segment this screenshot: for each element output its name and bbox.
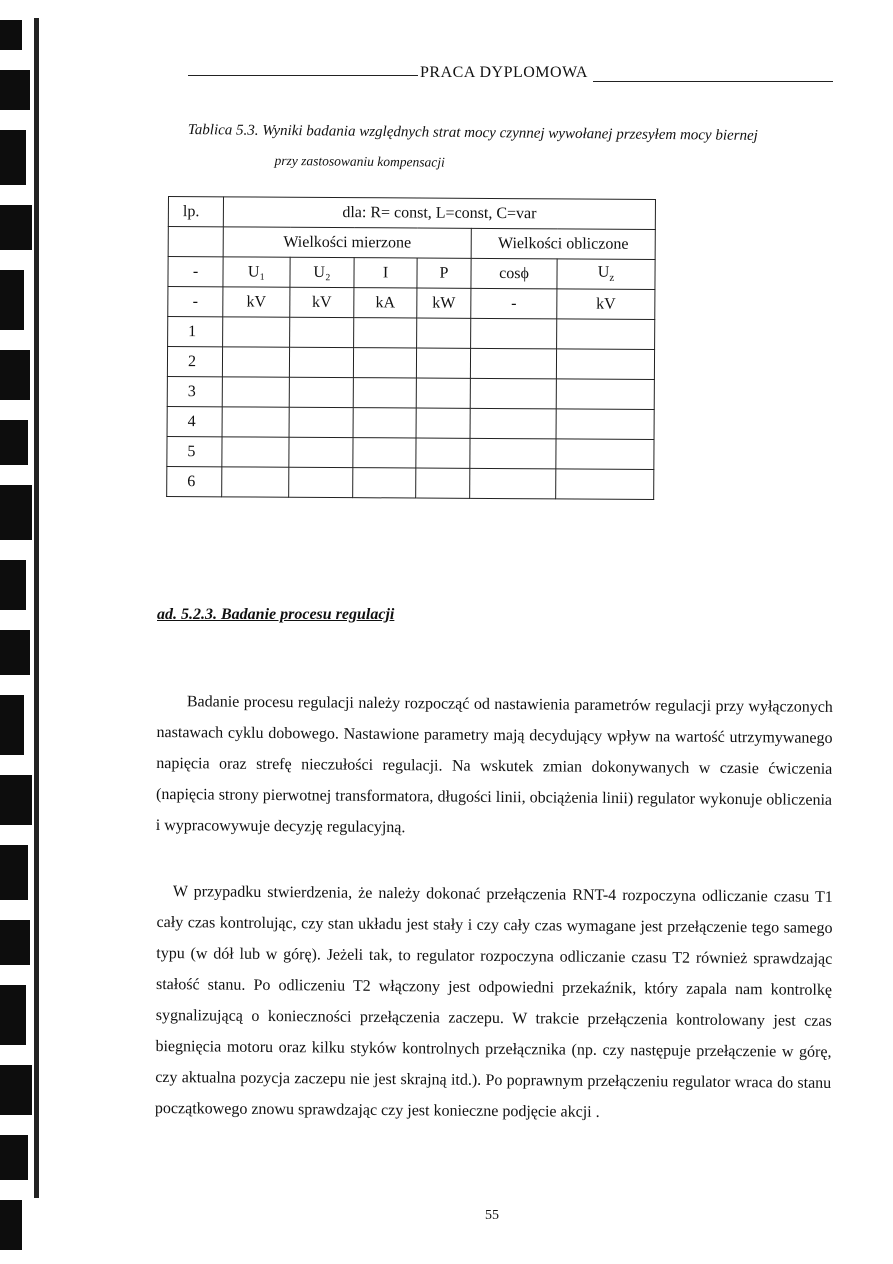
unit-cell: - — [471, 288, 557, 319]
binding-mark — [0, 70, 30, 110]
table-row-groups — [168, 227, 655, 260]
unit-cell: kW — [417, 288, 471, 318]
table-row — [167, 406, 654, 439]
row-number: 6 — [167, 466, 222, 496]
binding-mark — [0, 270, 24, 330]
page-header — [188, 64, 834, 84]
table-cell — [222, 467, 289, 497]
table-cell — [168, 227, 223, 257]
table-cell — [470, 468, 556, 499]
binding-mark — [0, 130, 26, 185]
table-cell — [556, 379, 654, 410]
header-rule-left — [188, 75, 418, 76]
table-cell — [557, 319, 655, 350]
table-cell — [289, 437, 353, 467]
caption-line-1: Tablica 5.3. Wyniki badania względnych strat mocy czynnej wywołanej przesyłem mocy biernej — [187, 121, 758, 144]
table-cell — [416, 438, 470, 468]
table-cell — [353, 348, 416, 378]
binding-mark — [0, 985, 26, 1045]
binding-mark — [0, 420, 28, 465]
row-number: 5 — [167, 436, 222, 466]
paragraph-2: W przypadku stwierdzenia, że należy dokonać przełączenia RNT-4 rozpoczyna odliczanie czasu T1 cały czas kontrolując, czy stan układu jest stały i czy cały czas wymagane jest przełączenie tego samego typu (w dół lub w górę). Jeżeli tak, to regulator rozpoczyna odliczanie czasu T2 również sprawdzając stałość stanu. Po odliczeniu T2 włączony jest odpowiedni przekaźnik, który zapala nam kontrolkę sygnalizującą o konieczności przełączenia zaczepu. W trakcie przełączenia kontrolowany jest czas biegnięcia motoru oraz kilku styków kontrolnych przełącznika (np. czy następuje przełączenie w górę, czy aktualna pozycja zaczepu nie jest skrajną itd.). Po poprawnym przełączeniu regulator wraca do stanu początkowego znowu sprawdzając czy jest konieczne podjęcie akcji . — [154, 883, 833, 1121]
symbol-cell: - — [168, 257, 223, 287]
table-cell — [289, 467, 353, 497]
binding-mark — [0, 920, 30, 965]
symbol-cell: U₁ — [223, 257, 290, 287]
row-number: 4 — [167, 406, 222, 436]
table-row-symbols — [168, 257, 655, 290]
binding-mark — [0, 1135, 28, 1180]
table-row — [167, 347, 654, 380]
table-cell — [289, 377, 353, 407]
table-cell — [222, 437, 289, 467]
row-number: 1 — [168, 317, 223, 347]
table-cell — [470, 378, 556, 409]
row-number: 3 — [167, 376, 222, 406]
table-cell — [470, 408, 556, 439]
unit-cell: kV — [223, 287, 290, 317]
symbol-subscript: z — [609, 272, 615, 285]
table-cell — [289, 347, 353, 377]
binding-mark — [0, 1065, 32, 1115]
table-cell — [416, 408, 470, 438]
binding-mark — [0, 205, 32, 250]
table-cell — [223, 317, 290, 347]
table-row — [167, 436, 654, 469]
table-cell — [417, 318, 471, 348]
binding-spine — [34, 18, 39, 1198]
group-calculated-cell: Wielkości obliczone — [471, 228, 655, 259]
table-row — [168, 317, 655, 350]
table-cell — [556, 409, 654, 440]
binding-mark — [0, 485, 32, 540]
symbol-cell: P — [417, 258, 471, 288]
conditions-cell: dla: R= const, L=const, C=var — [223, 197, 655, 230]
results-table — [166, 196, 656, 500]
header-rule-right — [593, 81, 833, 82]
unit-cell: - — [168, 287, 223, 317]
table-row-conditions — [168, 197, 655, 230]
table-cell — [471, 318, 557, 349]
group-measured-cell: Wielkości mierzone — [223, 227, 471, 259]
symbol-cell: U₂ — [290, 257, 354, 287]
symbol-cell: $U_z$ — [557, 259, 655, 290]
table-row-units — [168, 287, 655, 320]
table-cell — [353, 468, 416, 498]
table-cell — [222, 407, 289, 437]
binding-mark — [0, 20, 22, 50]
unit-cell: kV — [557, 289, 655, 320]
table-cell — [556, 469, 654, 500]
paragraph-1: Badanie procesu regulacji należy rozpocząć od nastawienia parametrów regulacji przy wyłączonych nastawach cyklu dobowego. Nastawione parametry mają decydujący wpływ na wartość utrzymywanego napięcia oraz strefę nieczułości regulacji. Na wskutek zmian dokonywanych w czasie ćwiczenia (napięcia strony pierwotnej transformatora, długości linii, obciążenia linii) regulator wykonuje obliczenia i wypracowywuje decyzję regulacyjną. — [155, 693, 833, 837]
binding-mark — [0, 1200, 22, 1250]
table-cell — [353, 408, 416, 438]
binding-mark — [0, 630, 30, 675]
binding-mark — [0, 560, 26, 610]
table-caption — [187, 116, 848, 181]
lp-header-cell: lp. — [168, 197, 223, 227]
header-title: PRACA DYPLOMOWA — [420, 64, 588, 81]
table-cell — [416, 378, 470, 408]
binding-mark — [0, 350, 30, 400]
symbol-cell: I — [354, 258, 417, 288]
table-cell — [353, 438, 416, 468]
table-cell — [354, 318, 417, 348]
caption-line-2: przy zastosowaniu kompensacji — [274, 152, 445, 170]
table-row — [167, 376, 654, 409]
table-cell — [289, 407, 353, 437]
unit-cell: kA — [354, 288, 417, 318]
table-cell — [353, 378, 416, 408]
page-number: 55 — [485, 1208, 499, 1223]
table-cell — [222, 377, 289, 407]
table-cell — [556, 439, 654, 470]
table-cell — [556, 349, 654, 380]
binding-mark — [0, 845, 28, 900]
table-cell — [416, 468, 470, 498]
unit-cell: kV — [290, 287, 354, 317]
binding-mark — [0, 695, 24, 755]
section-heading: ad. 5.2.3. Badanie procesu regulacji — [157, 606, 395, 623]
binding-mark — [0, 775, 32, 825]
table-cell — [416, 348, 470, 378]
table-cell — [222, 347, 289, 377]
symbol-cell: cosϕ — [471, 258, 557, 289]
table-cell — [290, 317, 354, 347]
table-cell — [470, 438, 556, 469]
row-number: 2 — [167, 347, 222, 377]
table-cell — [470, 348, 556, 379]
scan-binding-edge — [0, 0, 44, 1264]
table-row — [167, 466, 654, 499]
